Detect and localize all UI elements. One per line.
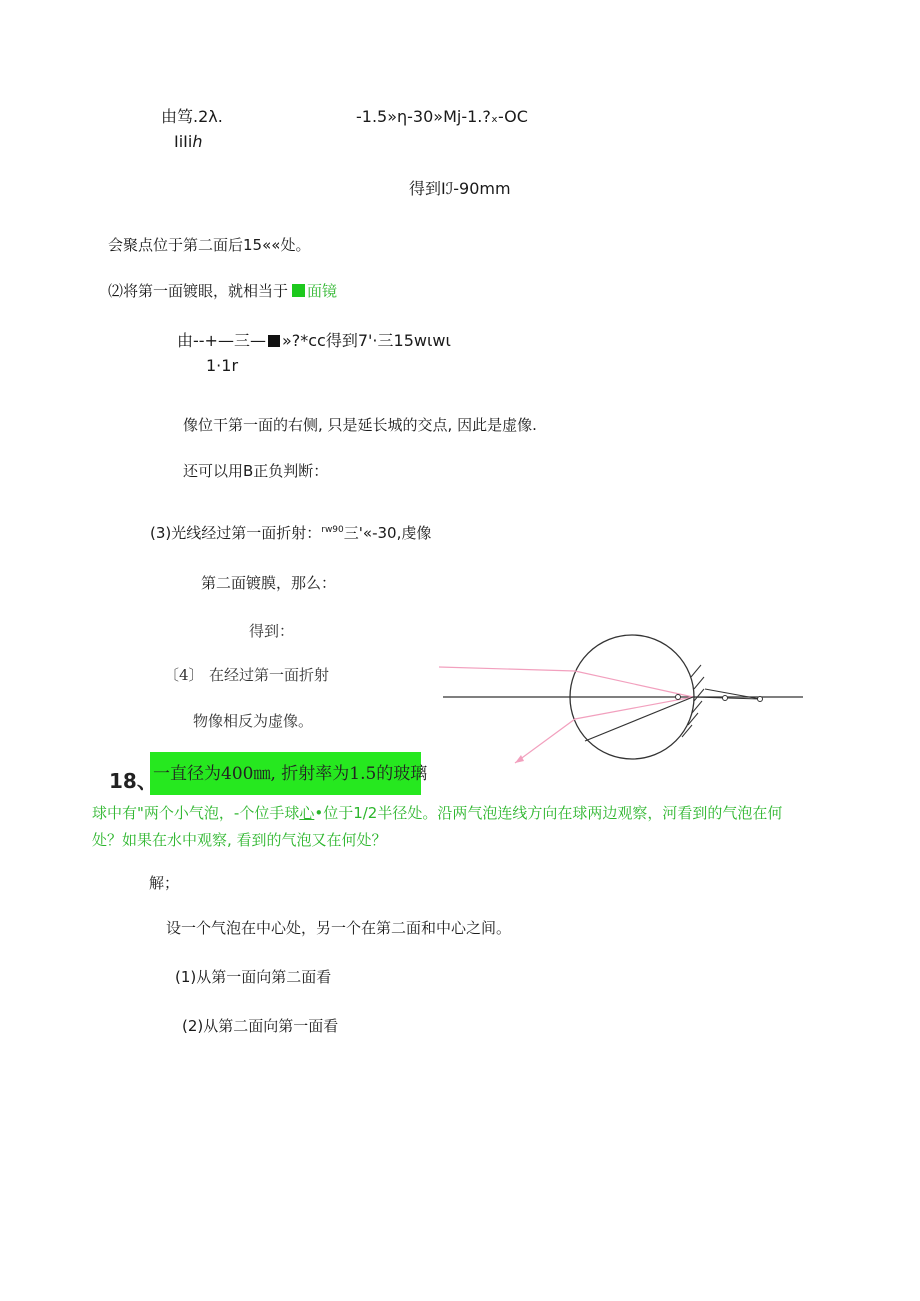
focal-point-2 [723, 696, 728, 701]
green-square-mark [292, 284, 305, 297]
text-line-13a: 〔4〕 [164, 666, 204, 684]
equation-line-2: IiIiℎ [174, 132, 203, 151]
text-line-8: 像位干第一面的右侧, 只是延长城的交点, 因此是虚像. [183, 416, 537, 434]
equation-line-7: 1·1r [206, 356, 239, 375]
optics-diagram [435, 633, 805, 773]
text-line-10b: rw90 [321, 525, 344, 535]
result-line: 得到Iℐ-90mm [409, 179, 511, 198]
question-line-3: 处？如果在水中观察, 看到的气泡又在何处？ [92, 831, 387, 849]
ray-arrowhead [515, 755, 524, 763]
incident-ray [439, 667, 693, 697]
reflected-ray [515, 697, 693, 763]
question-line-2c: •位于1/2半径处。沿两气泡连线方向在球两边观察，河看到的气泡在何 [314, 804, 783, 822]
text-line-10 [150, 526, 431, 541]
solution-line-2: (1)从第一面向第二面看 [175, 968, 332, 986]
focal-point-3 [758, 697, 763, 702]
question-line-2a: 球中有"两个小气泡，-个位手球 [92, 804, 300, 822]
question-number: 18、 [109, 769, 157, 793]
mirror-hatching [682, 665, 704, 737]
text-line-4: 会聚点位于第二面后15««处。 [108, 236, 311, 254]
solution-line-1: 设一个气泡在中心处，另一个在第二面和中心之间。 [166, 919, 512, 937]
solution-label: 解； [149, 874, 180, 892]
equation-line-1b: -1.5»η-30»Mj-1.?ₓ-OC [356, 107, 528, 126]
equation-line-6 [177, 333, 451, 349]
solution-line-3: (2)从第二面向第一面看 [182, 1017, 339, 1035]
focal-point-1 [676, 695, 681, 700]
text-line-5 [108, 284, 337, 299]
equation-line-6a: 由--+—三— [177, 331, 266, 350]
extension-line-1 [585, 697, 693, 741]
text-line-11: 第二面镀膜，那么： [201, 574, 337, 592]
text-line-14: 物像相反为虚像。 [193, 712, 314, 730]
equation-line-1a: 由笃.2λ. [161, 107, 223, 126]
text-line-10a: (3)光线经过第一面折射： [150, 524, 322, 542]
question-line-2 [92, 806, 782, 821]
text-line-5a: ⑵将第一面镀眼，就相当于 [108, 282, 289, 300]
black-square-mark [268, 335, 280, 347]
text-line-13b: 在经过第一面折射 [209, 666, 330, 684]
equation-line-6b: »?*cc得到7'·三15wιwι [281, 331, 451, 350]
text-line-5b: 面镜 [307, 282, 338, 300]
question-highlight-text: 一直径为400㎜, 折射率为1.5的玻璃 [153, 764, 428, 784]
text-line-9: 还可以用B正负判断： [183, 462, 329, 480]
text-line-10c: 三'«-30,虔像 [343, 524, 432, 542]
question-line-2b: 心 [299, 804, 315, 822]
text-line-12: 得到： [249, 622, 295, 640]
